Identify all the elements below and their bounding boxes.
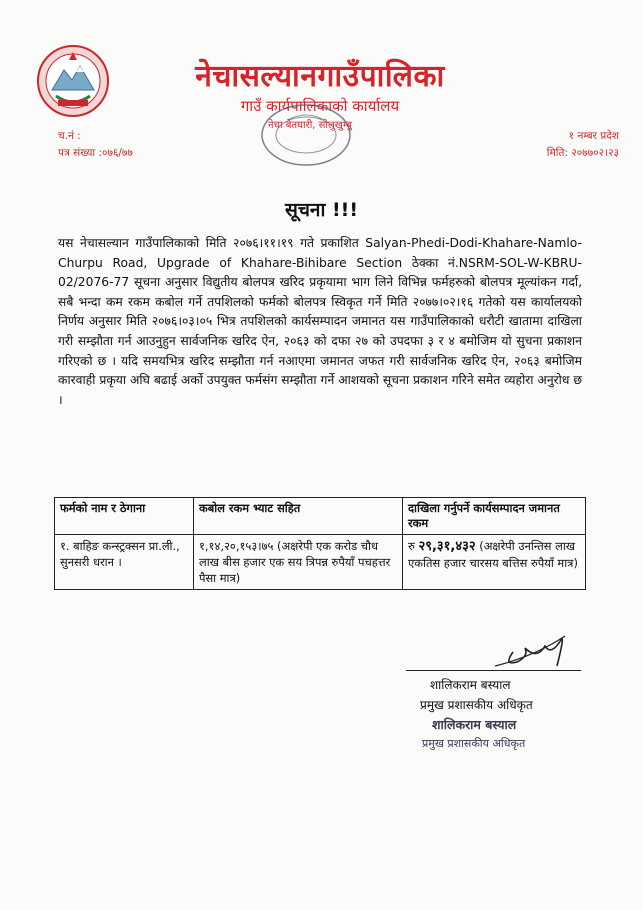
guarantee-prefix: रु [408, 539, 415, 553]
stamp-signatory-title: प्रमुख प्रशासकीय अधिकृत [422, 737, 526, 750]
header-bid: कबोल रकम भ्याट सहित [194, 498, 403, 535]
signatory-title: प्रमुख प्रशासकीय अधिकृत [420, 698, 533, 712]
signatory-name: शालिकराम बस्याल [430, 678, 511, 692]
header-firm: फर्मको नाम र ठेगाना [55, 498, 194, 535]
office-subtitle: गाउँ कार्यपालिकाको कार्यालय [240, 97, 400, 115]
cell-guarantee [403, 535, 586, 590]
cell-firm: १. बाहिङ कन्स्ट्रक्सन प्रा.ली., सुनसरी धरान । [55, 535, 194, 590]
letter-number: पत्र संख्या :०७६/७७ [58, 147, 133, 159]
office-address: नेचा बेतघारी, सोलुखुम्बु [268, 120, 352, 131]
reference-number: च.नं : [58, 130, 81, 142]
province-date-info [547, 128, 619, 162]
header-guarantee: दाखिला गर्नुपर्ने कार्यसम्पादन जमानत रकम [403, 498, 586, 535]
municipality-title: नेचासल्यानगाउँपालिका [195, 59, 445, 94]
office-stamp-icon [258, 100, 354, 170]
guarantee-words: (अक्षरेपी उनन्तिस लाख एकतिस हजार चारसय बत्तिस रुपैयाँ मात्र) [408, 539, 578, 570]
table-row [55, 535, 586, 590]
reference-info [58, 128, 133, 162]
guarantee-amount: २९,३१,४३२ [418, 539, 476, 554]
notice-body: यस नेचासल्यान गाउँपालिकाको मिति २०७६।११।१९ गते प्रकाशित Salyan-Phedi-Dodi-Khahare-Namlo-Churpu Road, Upgrade of Khahare-Bihibare Section ठेक्का नं.NSRM-SOL-W-KBRU- 02/2076-77 सूचना अनुसार विद्युतीय बोलपत्र खरिद प्रकृयामा भाग लिने विभिन्न फर्महरुको बोलपत्र मूल्यांकन गर्दा, सबै भन्दा कम रकम कबोल गर्ने तपशिलको फर्मको बोलपत्र स्विकृत गर्ने मिति २०७७।०२।१६ गतेको यस कार्यालयको निर्णय अनुसार मिति २०७६।०३।०५ भित्र तपशिलको कार्यसम्पादन जमानत यस गाउँपालिकाको धरौटी खातामा दाखिला गरी सम्झौता गर्न आउनुहुन सार्वजनिक खरिद ऐन, २०६३ को दफा २७ को उपदफा ३ र ४ बमोजिम यो सुचना प्रकाशन गरिएको छ । यदि समयभित्र खरिद सम्झौता गर्न नआएमा जमानत जफत गरी सार्वजनिक खरिद ऐन, २०६३ बमोजिम कारवाही प्रकृया अघि बढाई अर्को उपयुक्त फर्मसंग सम्झौता गर्ने आशयको सूचना प्रकाशन गरिने समेत व्यहोरा अनुरोध छ । [58, 236, 582, 407]
signature-line [406, 670, 581, 671]
nepal-emblem-icon [36, 44, 110, 118]
table-header-row [55, 498, 586, 535]
stamp-signatory-name: शालिकराम बस्याल [432, 717, 517, 732]
firm-table [54, 497, 586, 590]
letter-date: मिति: २०७७०२।२३ [546, 147, 619, 159]
cell-bid: १,१४,२०,१५३।७५ (अक्षरेपी एक करोड चौध लाख बीस हजार एक सय त्रिपन्न रुपैयाँ पचहत्तर पैसा मात्र) [194, 535, 403, 590]
province-label: १ नम्बर प्रदेश [568, 130, 619, 142]
notice-heading: सूचना !!! [285, 199, 358, 221]
